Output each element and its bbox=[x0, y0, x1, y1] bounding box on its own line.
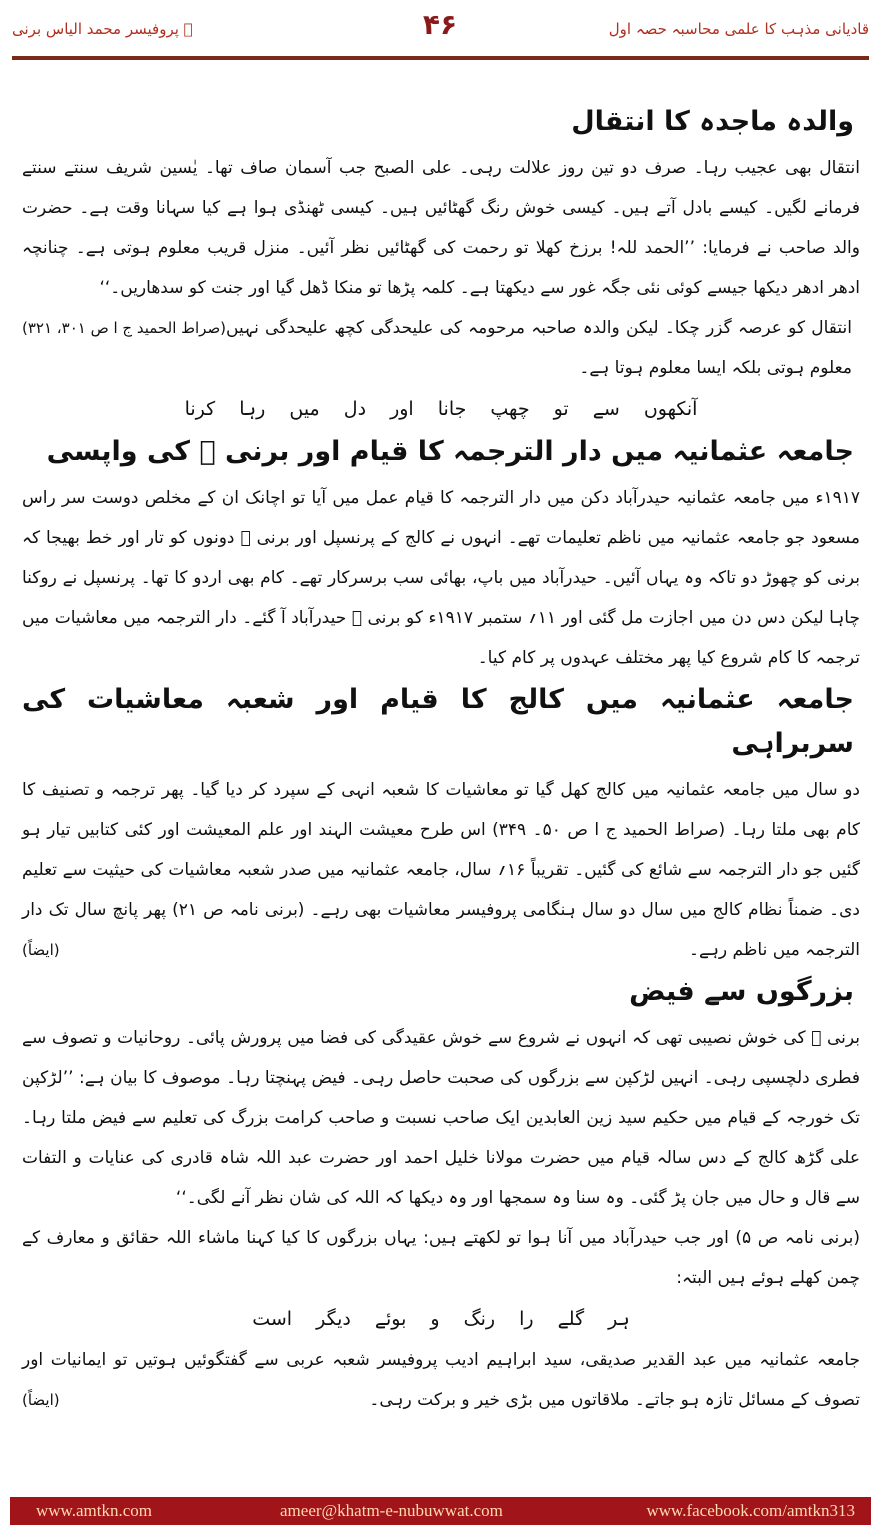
section-mother-death bbox=[22, 100, 860, 430]
paragraph: برنی ﷫ کی خوش نصیبی تھی کہ انہوں نے شروع سے خوش عقیدگی کی فضا میں پرورش پائی۔ روحانیات و تصوف سے فطری دلچسپی رہی۔ انہیں لڑکپن سے بزرگوں کی صحبت حاصل رہی۔ فیض پہنچتا رہا۔ موصوف کا بیان ہے: ’’لڑکپن تک خورجہ کے قیام میں حکیم سید زین العابدین ایک صاحب نسبت و صاحب کرامت بزرگ کی تعلیم سے فیض ملتا رہا۔ علی گڑھ کالج کے دس سالہ قیام میں حضرت مولانا خلیل احمد اور حضرت عبد اللہ شاہ قادری کی عنایات و التفات سے قال و حال میں جان پڑ گئی۔ وہ سنا وہ سمجھا اور وہ دیکھا کہ اللہ کی شان نظر آنے لگی۔‘‘ bbox=[22, 1028, 860, 1208]
facebook-link[interactable]: www.facebook.com/amtkn313 bbox=[646, 1501, 855, 1520]
citation: (ایضاً) bbox=[22, 941, 60, 959]
paragraph: ۱۹۱۷ء میں جامعہ عثمانیہ حیدرآباد دکن میں دار الترجمہ کا قیام عمل میں آیا تو اچانک ان کے مخلص دوست سر راس مسعود جو جامعہ عثمانیہ میں ناظم تعلیمات تھے۔ انہوں نے کالج کے پرنسپل اور برنی ﷫ دونوں کو تار اور خط بھیجا کہ برنی کو چھوڑ دو تاکہ وہ یہاں آئیں۔ حیدرآباد میں باپ، بھائی سب برسرکار تھے۔ کام بھی اردو کا تھا۔ پرنسپل نے روکنا چاہا لیکن دس دن میں اجازت مل گئی اور ۱۱؍ ستمبر ۱۹۱۷ء کو برنی ﷫ حیدرآباد آ گئے۔ دار الترجمہ میں معاشیات میں ترجمہ کا کام شروع کیا پھر مختلف عہدوں پر کام کیا۔ bbox=[22, 488, 860, 668]
page-content bbox=[22, 100, 860, 1420]
paragraph bbox=[22, 770, 860, 970]
section-heading: جامعہ عثمانیہ میں کالج کا قیام اور شعبہ معاشیات کی سربراہی bbox=[22, 684, 854, 759]
paragraph-text: جامعہ عثمانیہ میں عبد القدیر صدیقی، سید ابراہیم ادیب پروفیسر شعبہ عربی سے گفتگوئیں ہوتیں تو ایمانیات اور تصوف کے مسائل تازہ ہو جاتے۔ ملاقاتوں میں بڑی خیر و برکت رہی۔ bbox=[22, 1350, 860, 1410]
page-header bbox=[0, 0, 881, 60]
paragraph: انتقال کو عرصہ گزر چکا۔ لیکن والدہ صاحبہ مرحومہ کی علیحدگی کچھ علیحدگی نہیں معلوم ہوتی بلکہ ایسا معلوم ہوتا ہے۔ bbox=[226, 318, 852, 378]
section-heading: والدہ ماجدہ کا انتقال bbox=[571, 106, 854, 137]
author-name: پروفیسر محمد الیاس برنی ﷫ bbox=[12, 20, 193, 38]
paragraph-text: دو سال میں جامعہ عثمانیہ میں کالج کھل گیا تو معاشیات کا شعبہ انہی کے سپرد کر دیا گیا۔ پھر ترجمہ و تصنیف کا کام بھی ملتا رہا۔ (صراط الحمید ج ا ص ۵۰۔ ۳۴۹) اس طرح معیشت الہند اور علم المعیشت اور کئی کتابیں تیار ہو گئیں جو دار الترجمہ سے شائع کی گئیں۔ تقریباً ۱۶؍ سال، جامعہ عثمانیہ میں صدر شعبہ معاشیات کی حیثیت سے تعلیم دی۔ ضمناً نظام کالج میں سال دو سال ہنگامی پروفیسر معاشیات بھی رہے۔ (برنی نامہ ص ۲۱) پھر پانچ سال تک دار الترجمہ میں ناظم رہے۔ bbox=[22, 780, 860, 960]
page-footer bbox=[10, 1497, 871, 1525]
section-heading: جامعہ عثمانیہ میں دار الترجمہ کا قیام اور برنی ﷫ کی واپسی bbox=[46, 436, 854, 467]
website-link[interactable]: www.amtkn.com bbox=[36, 1501, 152, 1520]
verse: ہر گلے را رنگ و بوئے دیگر است bbox=[252, 1308, 630, 1330]
section-heading: بزرگوں سے فیض bbox=[629, 976, 854, 1007]
paragraph bbox=[22, 1340, 860, 1420]
page-number: ۴۶ bbox=[422, 8, 458, 41]
citation: (ایضاً) bbox=[22, 1391, 60, 1409]
section-elders-blessing bbox=[22, 970, 860, 1420]
citation: (صراط الحمید ج ا ص ۳۰۱، ۳۲۱) bbox=[22, 319, 227, 337]
header-divider bbox=[12, 56, 869, 60]
paragraph: (برنی نامہ ص ۵) اور جب حیدرآباد میں آنا ہوا تو لکھتے ہیں: یہاں بزرگوں کا کیا کہنا ماشاء اللہ حقائق و معارف کے چمن کھلے ہوئے ہیں البتہ: bbox=[22, 1228, 861, 1288]
email-link[interactable]: ameer@khatm-e-nubuwwat.com bbox=[280, 1501, 503, 1520]
paragraph bbox=[22, 148, 860, 337]
section-translation-bureau bbox=[22, 430, 860, 678]
book-title: قادیانی مذہب کا علمی محاسبہ حصہ اول bbox=[608, 20, 869, 38]
section-economics-dept bbox=[22, 678, 860, 970]
verse: آنکھوں سے تو چھپ جانا اور دل میں رہا کرنا bbox=[184, 398, 698, 420]
paragraph-text: انتقال بھی عجیب رہا۔ صرف دو تین روز علالت رہی۔ علی الصبح جب آسمان صاف تھا۔ یٰسین شریف سنتے سنتے فرمانے لگیں۔ کیسے بادل آتے ہیں۔ کیسی خوش رنگ گھٹائیں ہیں۔ کیسی ٹھنڈی ہوا ہے کیا سہانا وقت ہے۔ حضرت والد صاحب نے فرمایا: ’’الحمد للہ! برزخ کھلا تو رحمت کی گھٹائیں نظر آئیں۔ منزل قریب معلوم ہوتی ہے۔ چنانچہ ادھر ادھر دیکھا جیسے کوئی نئی جگہ غور سے دیکھتا ہے۔ کلمہ پڑھا تو منکا ڈھل گیا اور جنت کو سدھاریں۔‘‘ bbox=[22, 158, 860, 298]
